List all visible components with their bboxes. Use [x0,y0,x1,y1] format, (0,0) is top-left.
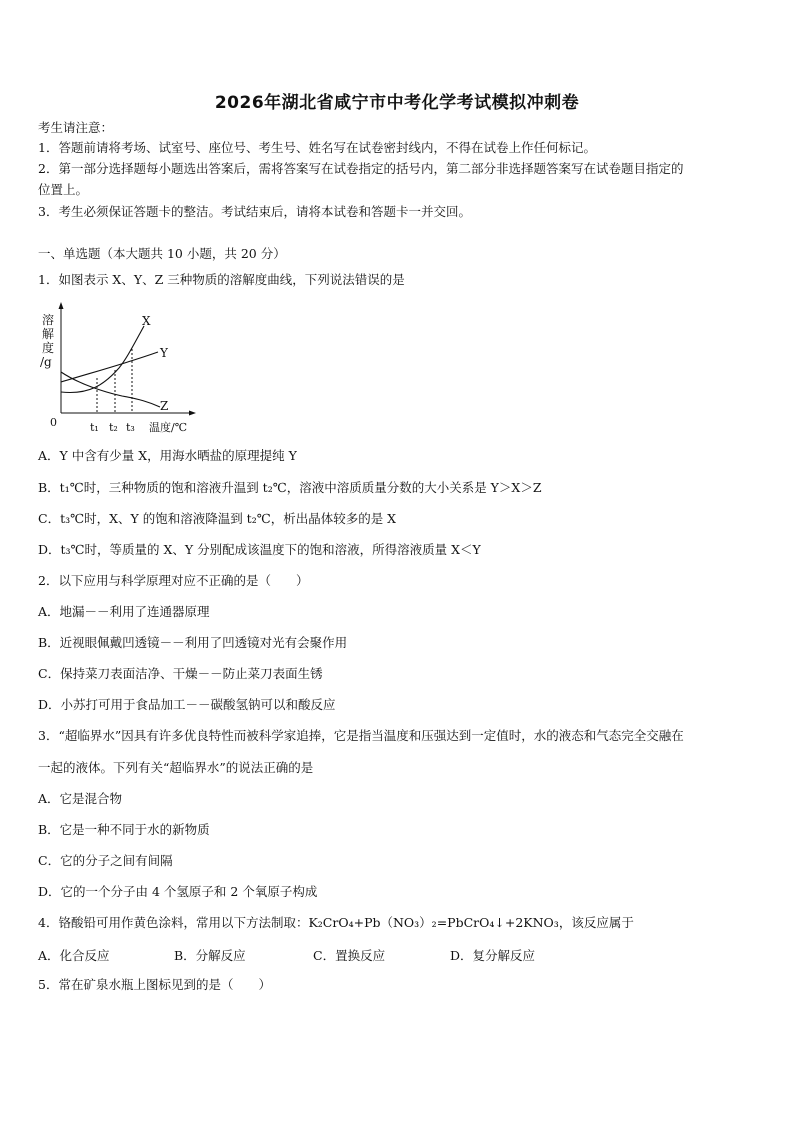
question-5-stem: 5．常在矿泉水瓶上图标见到的是（ ） [38,977,271,992]
section-heading: 一、单选题（本大题共 10 小题，共 20 分） [38,246,286,261]
tick-t3: t₃ [126,421,135,434]
y-axis-arrow [59,302,64,309]
question-1-stem: 1．如图表示 X、Y、Z 三种物质的溶解度曲线，下列说法错误的是 [38,272,405,287]
question-1-option-b: B．t₁℃时，三种物质的饱和溶液升温到 t₂℃，溶液中溶质质量分数的大小关系是 Y＞X＞Z [38,480,542,495]
question-1-option-d: D．t₃℃时，等质量的 X、Y 分别配成该温度下的饱和溶液，所得溶液质量 X＜Y [38,542,481,557]
notice-heading: 考生请注意： [38,120,114,135]
question-3-option-d: D．它的一个分子由 4 个氢原子和 2 个氧原子构成 [38,884,318,899]
tick-t2: t₂ [109,421,118,434]
tick-t1: t₁ [90,421,99,434]
x-axis-arrow [189,411,196,416]
solubility-curve-figure [34,300,204,438]
y-axis-label-2: 解 [42,327,55,341]
notice-item: 位置上。 [38,182,89,197]
question-4-option-b: B．分解反应 [174,948,246,963]
question-3-stem-line-2: 一起的液体。下列有关“超临界水”的说法正确的是 [38,760,314,775]
question-1-option-a: A．Y 中含有少量 X，用海水晒盐的原理提纯 Y [38,448,297,463]
question-2-option-d: D．小苏打可用于食品加工－－碳酸氢钠可以和酸反应 [38,697,336,712]
question-2-option-a: A．地漏－－利用了连通器原理 [38,604,210,619]
question-4-option-c: C．置换反应 [313,948,386,963]
question-3-option-c: C．它的分子之间有间隔 [38,853,173,868]
question-2-option-c: C．保持菜刀表面洁净、干燥－－防止菜刀表面生锈 [38,666,323,681]
notice-item: 2．第一部分选择题每小题选出答案后，需将答案写在试卷指定的括号内，第二部分非选择题答案写在试卷题目指定的 [38,161,684,176]
series-label-x: X [142,314,151,328]
series-label-z: Z [160,399,169,413]
y-axis-label-3: 度 [42,341,55,355]
question-2-stem: 2．以下应用与科学原理对应不正确的是（ ） [38,573,309,588]
question-2-option-b: B．近视眼佩戴凹透镜－－利用了凹透镜对光有会聚作用 [38,635,348,650]
origin-label: 0 [50,416,57,429]
question-3-option-b: B．它是一种不同于水的新物质 [38,822,210,837]
page-title: 2026年湖北省咸宁市中考化学考试模拟冲刺卷 [214,93,580,113]
y-axis-label-4: /g [40,355,52,369]
notice-item: 1．答题前请将考场、试室号、座位号、考生号、姓名写在试卷密封线内，不得在试卷上作任何标记。 [38,140,596,155]
notice-item: 3．考生必须保证答题卡的整洁。考试结束后，请将本试卷和答题卡一并交回。 [38,204,471,219]
x-axis-label: 温度/℃ [149,421,188,434]
question-3-stem-line-1: 3．“超临界水”因具有许多优良特性而被科学家追捧，它是指当温度和压强达到一定值时，水的液态和气态完全交融在 [38,728,684,743]
y-axis-label-1: 溶 [42,313,55,327]
question-3-option-a: A．它是混合物 [38,791,123,806]
series-label-y: Y [160,346,168,360]
question-1-option-c: C．t₃℃时，X、Y 的饱和溶液降温到 t₂℃，析出晶体较多的是 X [38,511,397,526]
question-4-option-a: A．化合反应 [38,948,110,963]
question-4-option-d: D．复分解反应 [450,948,536,963]
question-4-options [38,946,535,964]
question-4-stem: 4．铬酸铅可用作黄色涂料，常用以下方法制取：K₂CrO₄+Pb（NO₃）₂=PbCrO₄↓+2KNO₃，该反应属于 [38,915,634,930]
